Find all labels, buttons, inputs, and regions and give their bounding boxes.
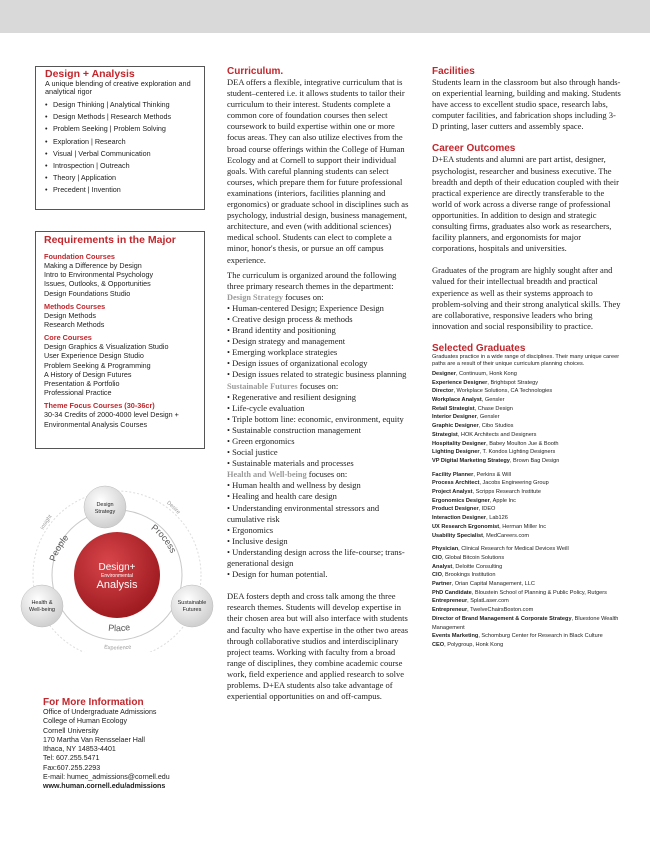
course-line: Professional Practice [44, 388, 112, 398]
curriculum-title: Curriculum. [227, 66, 284, 77]
list-item: • Sustainable materials and processes [227, 458, 354, 469]
center-label-3: Analysis [96, 579, 138, 591]
list-item: • Sustainable construction management [227, 424, 361, 435]
theme-suffix: focuses on: [283, 291, 324, 302]
theme-name: Design Strategy [227, 292, 283, 302]
graduate-entry: Graphic Designer, Cibo Studios [432, 423, 514, 430]
list-item: • Design strategy and management [227, 336, 346, 347]
graduates-group-1 [432, 370, 622, 466]
node-left-label-1: Health & [31, 600, 53, 606]
list-item: • Life-cycle evaluation [227, 402, 305, 413]
graduate-entry: PhD Candidate, Bloustein School of Planning & Public Policy, Rutgers [432, 589, 607, 596]
requirements-box [35, 231, 205, 449]
course-line: Design Methods [44, 310, 96, 320]
list-item: • Design issues related to strategic business planning [227, 369, 407, 380]
career-p2: Graduates of the program are highly sought after and valued for their intellectual breadth and practical experience as well as their systems approach to problem-solving and their strong analytical skills. They are collaborative, responsive leaders who bring innovation and social responsibility to practice. [432, 265, 621, 331]
node-top-label-1: Design [96, 502, 114, 508]
graduate-entry: Lighting Designer, T. Kondos Lighting Designers [432, 449, 556, 456]
course-line: Issues, Outlooks, & Opportunities [44, 279, 151, 289]
node-left-label-2: Well-being [29, 607, 55, 613]
list-item: • Healing and health care design [227, 491, 337, 502]
experience-label: Experience [103, 644, 132, 652]
graduate-entry: Retail Strategist, Chase Design [432, 405, 513, 412]
graduate-entry: Events Marketing, Schomburg Center for Research in Black Culture [432, 633, 603, 640]
curriculum-p3: DEA fosters depth and cross talk among the three research themes. Students will develop expertise in their chosen area but will also interface with students and faculty who have expertise in the other two areas through collaborative studios and interdisciplinary project teams. Working with faculty from a broad range of disciplines, they combine academic course work, field experience and applied research to solve problems. D+EA students also take advantage of experiential opportunities on and off-campus. [227, 591, 409, 702]
node-sustainable [171, 585, 213, 627]
list-item: • Design for human potential. [227, 569, 328, 580]
graduate-entry: Hospitality Designer, Babey Moulton Jue & Booth [432, 440, 559, 447]
curriculum-p1: DEA offers a flexible, integrative curriculum that is student–centered i.e. it allows students to tailor their curriculum to their interest. Students complete a common core of foundation courses then select coursework to build expertise within one or more focus areas. They can also utilize electives from the broad course offerings within the College of Human Ecology and at Cornell to support their individual goals. With careful planning students can select courses, which prepare them for future professional examinations (interiors, facilities planning and ergonomics) or graduate school in disciplines such as psychology, industrial design, business management, architecture, and even (with additional sciences) medical school. Students can elect to complete a minor, honor's thesis, or pursue an off campus experience. [227, 77, 409, 265]
list-item: • Understanding environmental stressors and cumulative risk [227, 502, 380, 524]
list-item: • Precedent | Invention [45, 184, 204, 196]
insight-label: Insight [39, 513, 54, 531]
graduate-entry: CEO, Polygroup, Honk Kong [432, 641, 504, 648]
info-line: College of Human Ecology [43, 717, 127, 726]
graduates-intro: Graduates practice in a wide range of disciplines. Their many unique career paths are a result of their unique curriculum planning choices. [432, 353, 620, 367]
theme-heading: Theme Focus Courses (30-36cr) [44, 401, 155, 411]
core-heading: Core Courses [44, 333, 92, 343]
graduates-title: Selected Graduates [432, 342, 526, 354]
info-email[interactable]: E-mail: humec_admissions@cornell.edu [43, 773, 170, 782]
curriculum-column [227, 66, 410, 702]
node-health [21, 585, 63, 627]
list-item: • Understanding design across the life-course; trans-generational design [227, 546, 405, 569]
graduate-entry: Entrepreneur, TwelveChairsBoston.com [432, 607, 534, 614]
info-line: Cornell University [43, 726, 99, 735]
people-label: People [47, 532, 71, 563]
node-top-label-2: Strategy [94, 509, 116, 515]
theme-name: Health and Well-being [227, 470, 307, 480]
graduate-entry: Interior Designer, Gensler [432, 414, 500, 421]
course-line: A History of Design Futures [44, 369, 132, 379]
center-label-1: Design+ [98, 562, 136, 573]
list-item: • Social justice [227, 447, 278, 458]
desire-label: Desire [165, 500, 182, 516]
design-analysis-box [35, 66, 205, 210]
methods-heading: Methods Courses [44, 301, 106, 311]
list-item: • Creative design process & methods [227, 313, 353, 324]
graduate-entry: Project Analyst, Scripps Research Institute [432, 489, 541, 496]
info-line: Ithaca, NY 14853-4401 [43, 745, 116, 754]
theme-design-strategy [227, 292, 410, 381]
list-item: • Brand identity and positioning [227, 325, 336, 336]
graduates-group-3 [432, 545, 622, 649]
list-item: • Exploration | Research [45, 136, 204, 148]
graduate-entry: Entrepreneur, SplatLaser.com [432, 598, 509, 605]
graduate-entry: Usability Specialist, MedCareers.com [432, 532, 530, 539]
list-item: • Emerging workplace strategies [227, 347, 338, 358]
requirements-title: Requirements in the Major [44, 234, 176, 246]
course-line: Intro to Environmental Psychology [44, 270, 154, 280]
dea-diagram [12, 482, 222, 652]
theme-sustainable-futures [227, 381, 410, 470]
process-label: Process [149, 522, 179, 555]
list-item: • Inclusive design [227, 535, 288, 546]
design-analysis-title: Design + Analysis [45, 68, 135, 80]
graduate-entry: UX Research Ergonomist, Herman Miller Inc [432, 523, 547, 530]
graduate-entry: Workplace Analyst, Gensler [432, 396, 505, 403]
list-item: • Design Methods | Research Methods [45, 111, 204, 123]
list-item: • Green ergonomics [227, 436, 295, 446]
curriculum-p2: The curriculum is organized around the following three primary research themes in the department: [227, 269, 397, 291]
course-line: Presentation & Portfolio [44, 379, 120, 389]
info-line: Office of Undergraduate Admissions [43, 708, 157, 716]
foundation-heading: Foundation Courses [44, 252, 115, 261]
graduate-entry: Strategist, HOK Architects and Designers [432, 431, 537, 438]
list-item: • Introspection | Outreach [45, 160, 204, 172]
graduate-entry: Ergonomics Designer, Apple Inc [432, 497, 516, 504]
design-analysis-subtitle: A unique blending of creative exploration and analytical rigor [45, 79, 191, 96]
center-label-2: Environmental [101, 573, 133, 579]
list-item: • Human health and wellness by design [227, 480, 361, 491]
theme-suffix: focuses on: [306, 469, 348, 480]
list-item: • Design Thinking | Analytical Thinking [45, 99, 204, 111]
graduate-entry: CIO, Brookings Institution [432, 572, 496, 579]
info-title: For More Information [43, 697, 144, 708]
career-title: Career Outcomes [432, 143, 516, 155]
list-item: • Triple bottom line: economic, environment, equity [227, 413, 404, 424]
graduate-entry: Experience Designer, Brightspot Strategy [432, 379, 539, 386]
course-line: Making a Difference by Design [44, 261, 142, 270]
more-info [43, 697, 218, 792]
node-right-label-2: Futures [182, 607, 202, 613]
graduate-entry: Director of Brand Management & Corporate Strategy, Bluestone Wealth Management [432, 615, 619, 631]
info-line: 170 Martha Van Rensselaer Hall [43, 735, 145, 744]
graduate-entry: Interaction Designer, Lab126 [432, 515, 508, 522]
theme-name: Sustainable Futures [227, 381, 298, 391]
course-line: Design Graphics & Visualization Studio [44, 342, 169, 352]
graduate-entry: Physician, Clinical Research for Medical Devices Weill [432, 546, 569, 553]
graduate-entry: Analyst, Deloitte Consulting [432, 563, 503, 570]
info-line: Fax:607.255.2293 [43, 763, 101, 772]
career-p1: D+EA students and alumni are part artist, designer, psychologist, researcher and business executive. The breadth and depth of their education coupled with their practical experience are directly transferable to the world of work across a diverse range of professional opportunities. In addition to design and strategic consulting firms, graduates also work as researchers, facility planners, and ergonomists for major corporations, hospitals and universities. [432, 154, 619, 254]
course-line: Design Foundations Studio [44, 288, 131, 298]
list-item: • Ergonomics [227, 524, 274, 535]
course-line: Problem Seeking & Programming [44, 360, 151, 370]
place-label: Place [107, 621, 131, 634]
list-item: • Human-centered Design; Experience Design [227, 302, 384, 313]
list-item: • Design issues of organizational ecology [227, 358, 368, 369]
info-line: Tel: 607.255.5471 [43, 754, 100, 763]
facilities-title: Facilities [432, 66, 475, 77]
course-line: Environmental Analysis Courses [44, 419, 148, 429]
graduate-entry: Product Designer, IDEO [432, 506, 496, 513]
graduate-entry: CIO, Global Bitcoin Solutions [432, 554, 505, 561]
graduate-entry: Process Architect, Jacobs Engineering Group [432, 480, 549, 487]
node-right-label-1: Sustainable [177, 600, 207, 606]
info-url-link[interactable]: www.human.cornell.edu/admissions [43, 782, 166, 791]
list-item: • Theory | Application [45, 172, 204, 184]
right-column [432, 66, 622, 650]
facilities-text: Students learn in the classroom but also through hands-on experiential learning, building and making. Students have access to excellent studio space, research labs, computer facilities, and fabrication shops including 3-D printing, laser cutters and assembly space. [432, 77, 621, 132]
graduate-entry: Partner, Orian Capital Management, LLC [432, 581, 535, 588]
design-analysis-list [45, 99, 204, 197]
graduate-entry: Designer, Continuum, Honk Kong [432, 370, 517, 377]
theme-health-wellbeing [227, 469, 410, 580]
graduate-entry: VP Digital Marketing Strategy, Brown Bag Design [432, 457, 560, 464]
list-item: • Problem Seeking | Problem Solving [45, 123, 204, 135]
graduate-entry: Director, Workplace Solutions, CA Technologies [432, 388, 553, 395]
graduates-group-2 [432, 471, 622, 541]
list-item: • Regenerative and resilient designing [227, 391, 357, 402]
course-line: Research Methods [44, 320, 105, 330]
course-line: 30-34 Credits of 2000-4000 level Design + [44, 410, 179, 420]
top-banner [0, 0, 650, 33]
theme-suffix: focuses on: [297, 380, 339, 391]
course-line: User Experience Design Studio [44, 351, 144, 361]
graduate-entry: Facility Planner, Perkins & Will [432, 471, 511, 478]
list-item: • Visual | Verbal Communication [45, 148, 204, 160]
